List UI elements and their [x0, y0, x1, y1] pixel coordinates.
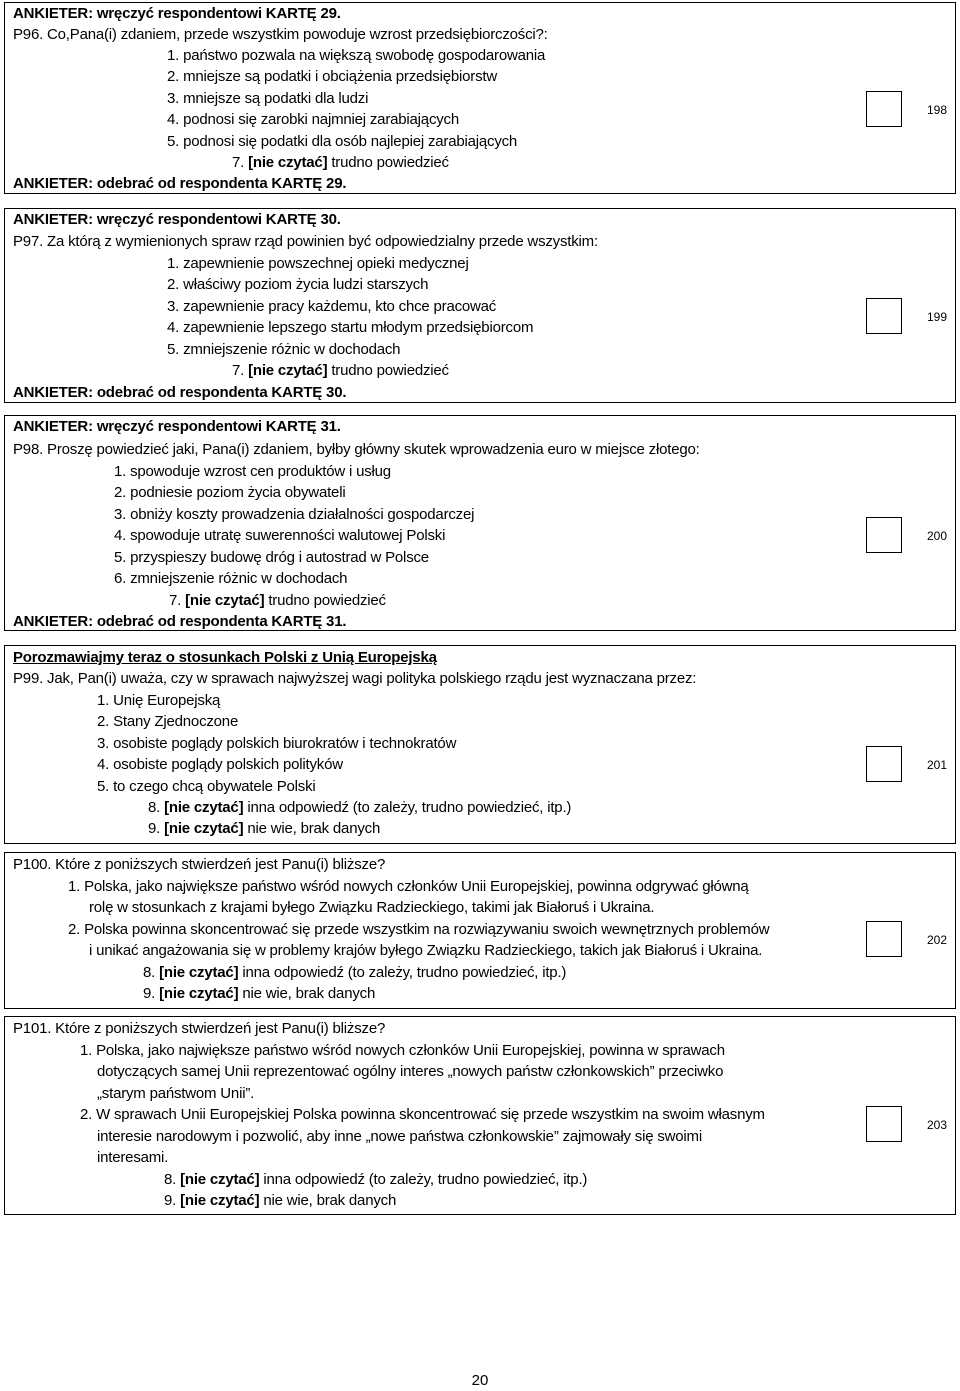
answer-option: 4. podnosi się zarobki najmniej zarabiających	[167, 111, 459, 128]
question-text: P96. Co,Pana(i) zdaniem, przede wszystkim powoduje wzrost przedsiębiorczości?:	[13, 26, 548, 43]
option-number: 9.	[164, 1192, 181, 1209]
do-not-read-tag: [nie czytać]	[164, 820, 244, 837]
option-text: trudno powiedzieć	[264, 592, 386, 609]
answer-option: 4. zapewnienie lepszego startu młodym przedsiębiorcom	[167, 319, 534, 336]
answer-option: 3. zapewnienie pracy każdemu, kto chce pracować	[167, 298, 497, 315]
question-text: P100. Które z poniższych stwierdzeń jest Panu(i) bliższe?	[13, 856, 386, 873]
answer-code-box[interactable]	[866, 1106, 902, 1142]
answer-option-dont-know	[143, 983, 375, 1004]
answer-option-dont-know	[169, 590, 386, 611]
do-not-read-tag: [nie czytać]	[159, 964, 239, 981]
question-text: P98. Proszę powiedzieć jaki, Pana(i) zdaniem, byłby główny skutek wprowadzenia euro w miejsce złotego:	[13, 441, 700, 458]
option-text: inna odpowiedź (to zależy, trudno powiedzieć, itp.)	[238, 964, 567, 981]
answer-option-continuation: rolę w stosunkach z krajami byłego Związku Radzieckiego, takimi jak Białoruś i Ukraina.	[89, 899, 655, 916]
answer-option: 1. Polska, jako największe państwo wśród nowych członków Unii Europejskiej, powinna odgrywać główną	[68, 878, 749, 895]
answer-option-other	[148, 797, 571, 818]
question-text: P99. Jak, Pan(i) uważa, czy w sprawach najwyższej wagi polityka polskiego rządu jest wyznaczana przez:	[13, 670, 697, 687]
interviewer-instruction-take-back: ANKIETER: odebrać od respondenta KARTĘ 30.	[13, 384, 347, 401]
do-not-read-tag: [nie czytać]	[180, 1192, 260, 1209]
answer-option: 5. to czego chcą obywatele Polski	[97, 778, 316, 795]
option-text: nie wie, brak danych	[243, 820, 381, 837]
answer-option-continuation: interesie narodowym i pozwolić, aby inne „nowe państwa członkowskie” zajmowały się swoimi	[97, 1128, 702, 1145]
answer-option-dont-know	[232, 360, 449, 381]
answer-code-box[interactable]	[866, 298, 902, 334]
answer-code-box[interactable]	[866, 746, 902, 782]
variable-code: 198	[927, 103, 948, 117]
interviewer-instruction-hand-out: ANKIETER: wręczyć respondentowi KARTĘ 31.	[13, 418, 341, 435]
question-text: P101. Które z poniższych stwierdzeń jest Panu(i) bliższe?	[13, 1020, 386, 1037]
question-block-p97	[4, 208, 956, 403]
answer-option-continuation: „starym państwom Unii”.	[97, 1085, 255, 1102]
answer-code-box[interactable]	[866, 91, 902, 127]
answer-option: 1. zapewnienie powszechnej opieki medycznej	[167, 255, 469, 272]
answer-option: 4. spowoduje utratę suwerenności walutowej Polski	[114, 527, 446, 544]
answer-option: 2. mniejsze są podatki i obciążenia przedsiębiorstw	[167, 68, 497, 85]
option-number: 7.	[169, 592, 186, 609]
answer-option-dont-know	[148, 818, 380, 839]
answer-option-continuation: interesami.	[97, 1149, 169, 1166]
question-text: P97. Za którą z wymienionych spraw rząd powinien być odpowiedzialny przede wszystkim:	[13, 233, 598, 250]
option-number: 9.	[143, 985, 160, 1002]
answer-option: 5. przyspieszy budowę dróg i autostrad w Polsce	[114, 549, 429, 566]
option-text: inna odpowiedź (to zależy, trudno powiedzieć, itp.)	[243, 799, 572, 816]
answer-option: 3. mniejsze są podatki dla ludzi	[167, 90, 369, 107]
question-block-p98	[4, 415, 956, 631]
interviewer-instruction-hand-out: ANKIETER: wręczyć respondentowi KARTĘ 29.	[13, 5, 341, 22]
option-text: trudno powiedzieć	[327, 154, 449, 171]
interviewer-instruction-hand-out: ANKIETER: wręczyć respondentowi KARTĘ 30.	[13, 211, 341, 228]
option-number: 8.	[143, 964, 160, 981]
question-block-p99	[4, 645, 956, 844]
option-text: trudno powiedzieć	[327, 362, 449, 379]
answer-option: 2. Polska powinna skoncentrować się przede wszystkim na rozwiązywaniu swoich wewnętrznych problemów	[68, 921, 770, 938]
answer-option-dont-know	[164, 1190, 396, 1211]
answer-option-continuation: i unikać angażowania się w problemy krajów byłego Związku Radzieckiego, takich jak Białoruś i Ukraina.	[89, 942, 763, 959]
do-not-read-tag: [nie czytać]	[164, 799, 244, 816]
answer-option-other	[143, 962, 566, 983]
variable-code: 201	[927, 758, 948, 772]
do-not-read-tag: [nie czytać]	[248, 362, 328, 379]
answer-code-box[interactable]	[866, 921, 902, 957]
variable-code: 200	[927, 529, 948, 543]
question-block-p101	[4, 1016, 956, 1215]
answer-option: 3. obniży koszty prowadzenia działalności gospodarczej	[114, 506, 475, 523]
answer-option-dont-know	[232, 152, 449, 173]
question-block-p96	[4, 2, 956, 194]
answer-option: 1. Unię Europejską	[97, 692, 221, 709]
do-not-read-tag: [nie czytać]	[185, 592, 265, 609]
answer-option: 5. podnosi się podatki dla osób najlepiej zarabiających	[167, 133, 518, 150]
answer-option: 5. zmniejszenie różnic w dochodach	[167, 341, 401, 358]
variable-code: 202	[927, 933, 948, 947]
interviewer-instruction-take-back: ANKIETER: odebrać od respondenta KARTĘ 29.	[13, 175, 347, 192]
answer-option: 2. W sprawach Unii Europejskiej Polska powinna skoncentrować się przede wszystkim na swoim własnym	[80, 1106, 765, 1123]
variable-code: 203	[927, 1118, 948, 1132]
option-number: 8.	[164, 1171, 181, 1188]
page-number: 20	[471, 1372, 489, 1389]
interviewer-instruction-take-back: ANKIETER: odebrać od respondenta KARTĘ 31.	[13, 613, 347, 630]
answer-option: 3. osobiste poglądy polskich biurokratów i technokratów	[97, 735, 457, 752]
answer-option: 6. zmniejszenie różnic w dochodach	[114, 570, 348, 587]
do-not-read-tag: [nie czytać]	[180, 1171, 260, 1188]
answer-code-box[interactable]	[866, 517, 902, 553]
answer-option: 1. Polska, jako największe państwo wśród nowych członków Unii Europejskiej, powinna w sprawach	[80, 1042, 725, 1059]
answer-option: 1. spowoduje wzrost cen produktów i usług	[114, 463, 391, 480]
variable-code: 199	[927, 310, 948, 324]
answer-option-other	[164, 1169, 587, 1190]
option-text: inna odpowiedź (to zależy, trudno powiedzieć, itp.)	[259, 1171, 588, 1188]
option-number: 7.	[232, 154, 249, 171]
answer-option: 2. Stany Zjednoczone	[97, 713, 239, 730]
option-number: 8.	[148, 799, 165, 816]
answer-option: 2. podniesie poziom życia obywateli	[114, 484, 346, 501]
section-title: Porozmawiajmy teraz o stosunkach Polski z Unią Europejską	[13, 649, 437, 666]
option-text: nie wie, brak danych	[259, 1192, 397, 1209]
answer-option: 1. państwo pozwala na większą swobodę gospodarowania	[167, 47, 546, 64]
do-not-read-tag: [nie czytać]	[159, 985, 239, 1002]
option-text: nie wie, brak danych	[238, 985, 376, 1002]
question-block-p100	[4, 852, 956, 1009]
option-number: 9.	[148, 820, 165, 837]
answer-option: 4. osobiste poglądy polskich polityków	[97, 756, 343, 773]
option-number: 7.	[232, 362, 249, 379]
answer-option-continuation: dotyczących samej Unii reprezentować ogólny interes „nowych państw członkowskich” przeciwko	[97, 1063, 724, 1080]
answer-option: 2. właściwy poziom życia ludzi starszych	[167, 276, 429, 293]
do-not-read-tag: [nie czytać]	[248, 154, 328, 171]
